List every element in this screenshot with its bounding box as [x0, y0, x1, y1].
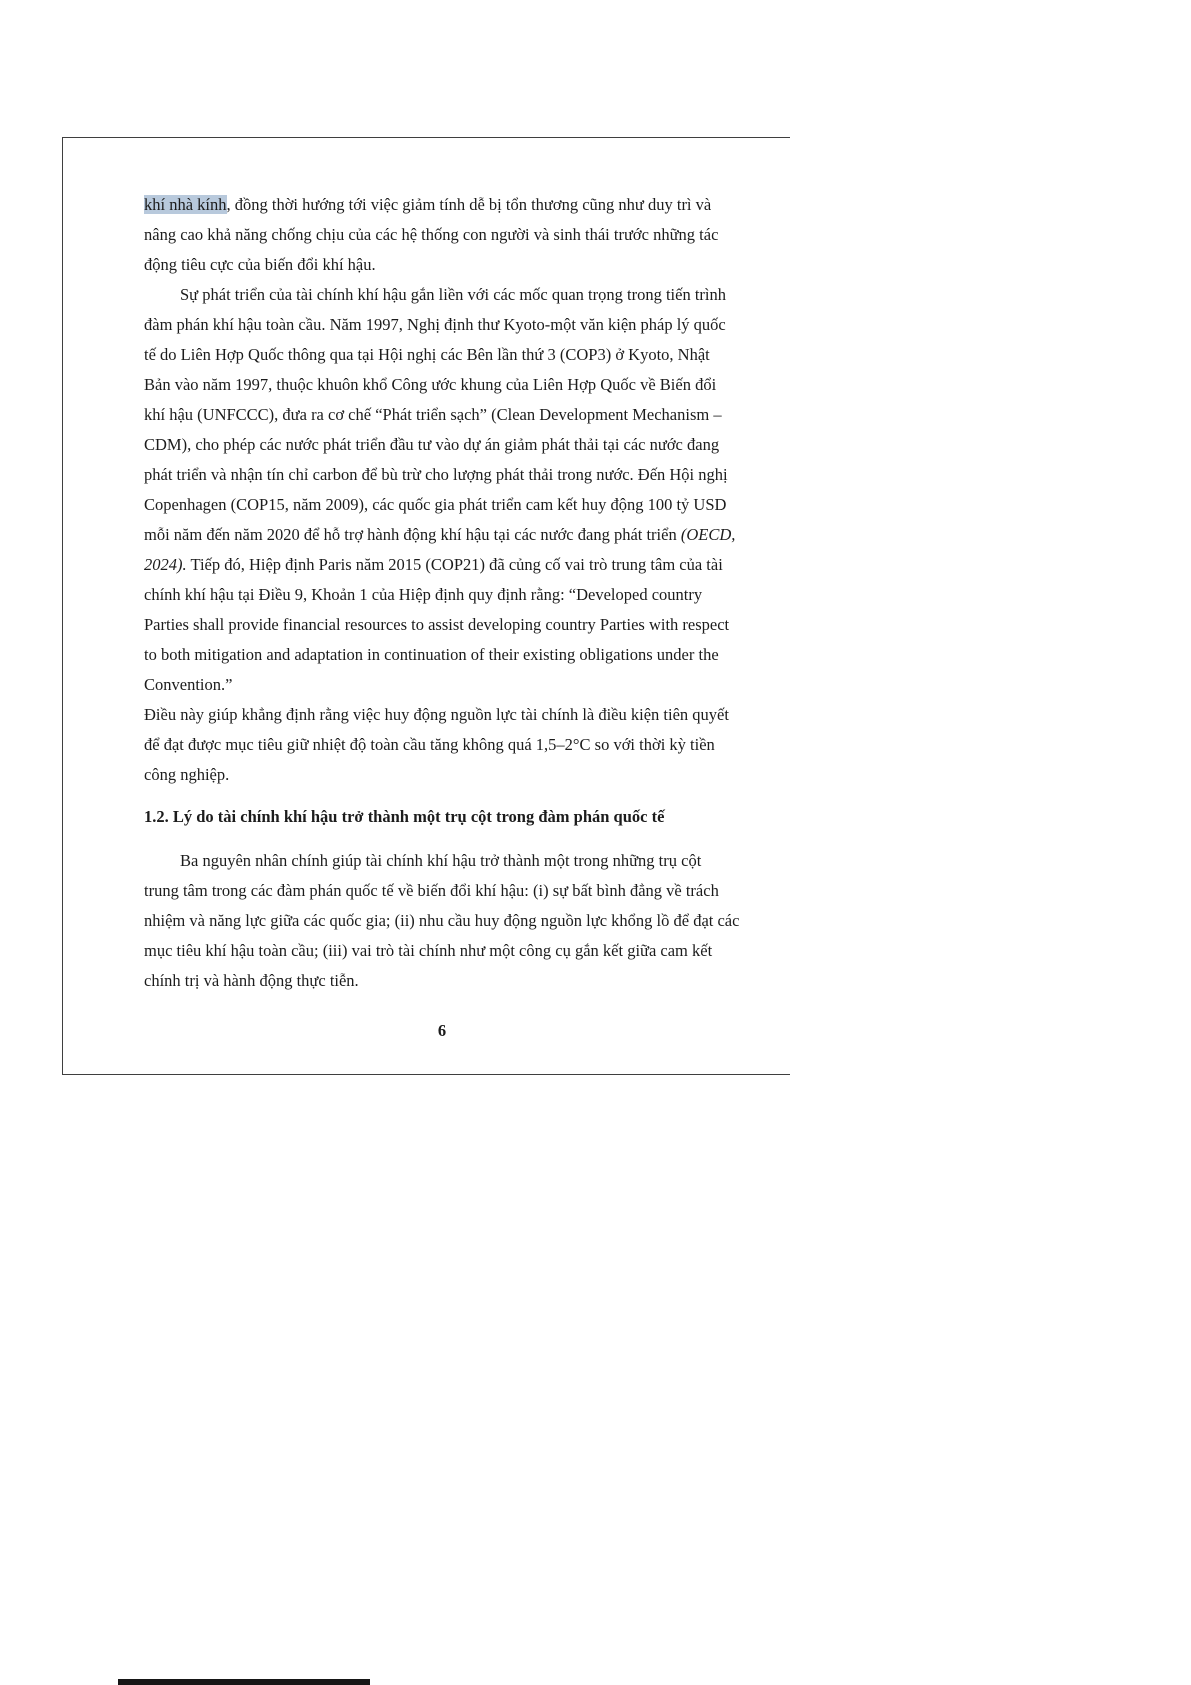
- paragraph-history: [144, 280, 740, 700]
- paragraph-continuation: [144, 190, 740, 280]
- paragraph-reasons: Ba nguyên nhân chính giúp tài chính khí hậu trở thành một trong những trụ cột trung tâm trong các đàm phán quốc tế về biến đổi khí hậu: (i) sự bất bình đẳng về trách nhiệm và năng lực giữa các quốc gia; (ii) nhu cầu huy động nguồn lực khổng lồ để đạt các mục tiêu khí hậu toàn cầu; (iii) vai trò tài chính như một công cụ gắn kết giữa cam kết chính trị và hành động thực tiễn.: [144, 851, 740, 990]
- selection-highlight: khí nhà kính: [144, 195, 227, 214]
- page-content: [144, 190, 740, 1046]
- page-number: 6: [437, 1021, 447, 1040]
- paragraph-text: Tiếp đó, Hiệp định Paris năm 2015 (COP21) đã củng cố vai trò trung tâm của tài chính khí hậu tại Điều 9, Khoản 1 của Hiệp định quy định rằng: “Developed country Parties shall provide financial resources to assist developing country Parties with respect to both mitigation and adaptation in continuation of their existing obligations under the Convention.”: [144, 555, 730, 694]
- bottom-edge-bar: [118, 1679, 370, 1685]
- paragraph-text: , đồng thời hướng tới việc giảm tính dễ bị tổn thương cũng như duy trì và nâng cao khả năng chống chịu của các hệ thống con người và sinh thái trước những tác động tiêu cực của biến đổi khí hậu.: [144, 195, 719, 274]
- section-heading: 1.2. Lý do tài chính khí hậu trở thành một trụ cột trong đàm phán quốc tế: [144, 807, 665, 826]
- citation-oecd: (OECD, 2024).: [144, 525, 736, 574]
- paragraph-text: Sự phát triển của tài chính khí hậu gắn liền với các mốc quan trọng trong tiến trình đàm phán khí hậu toàn cầu. Năm 1997, Nghị định thư Kyoto-một văn kiện pháp lý quốc tế do Liên Hợp Quốc thông qua tại Hội nghị các Bên lần thứ 3 (COP3) ở Kyoto, Nhật Bản vào năm 1997, thuộc khuôn khổ Công ước khung của Liên Hợp Quốc về Biến đổi khí hậu (UNFCCC), đưa ra cơ chế “Phát triển sạch” (Clean Development Mechanism – CDM), cho phép các nước phát triển đầu tư vào dự án giảm phát thải tại các nước đang phát triển và nhận tín chỉ carbon để bù trừ cho lượng phát thải trong nước. Đến Hội nghị Copenhagen (COP15, năm 2009), các quốc gia phát triển cam kết huy động 100 tỷ USD mỗi năm đến năm 2020 để hỗ trợ hành động khí hậu tại các nước đang phát triển: [144, 285, 728, 544]
- paragraph-conclusion: Điều này giúp khẳng định rằng việc huy động nguồn lực tài chính là điều kiện tiên quyết để đạt được mục tiêu giữ nhiệt độ toàn cầu tăng không quá 1,5–2°C so với thời kỳ tiền công nghiệp.: [144, 705, 729, 784]
